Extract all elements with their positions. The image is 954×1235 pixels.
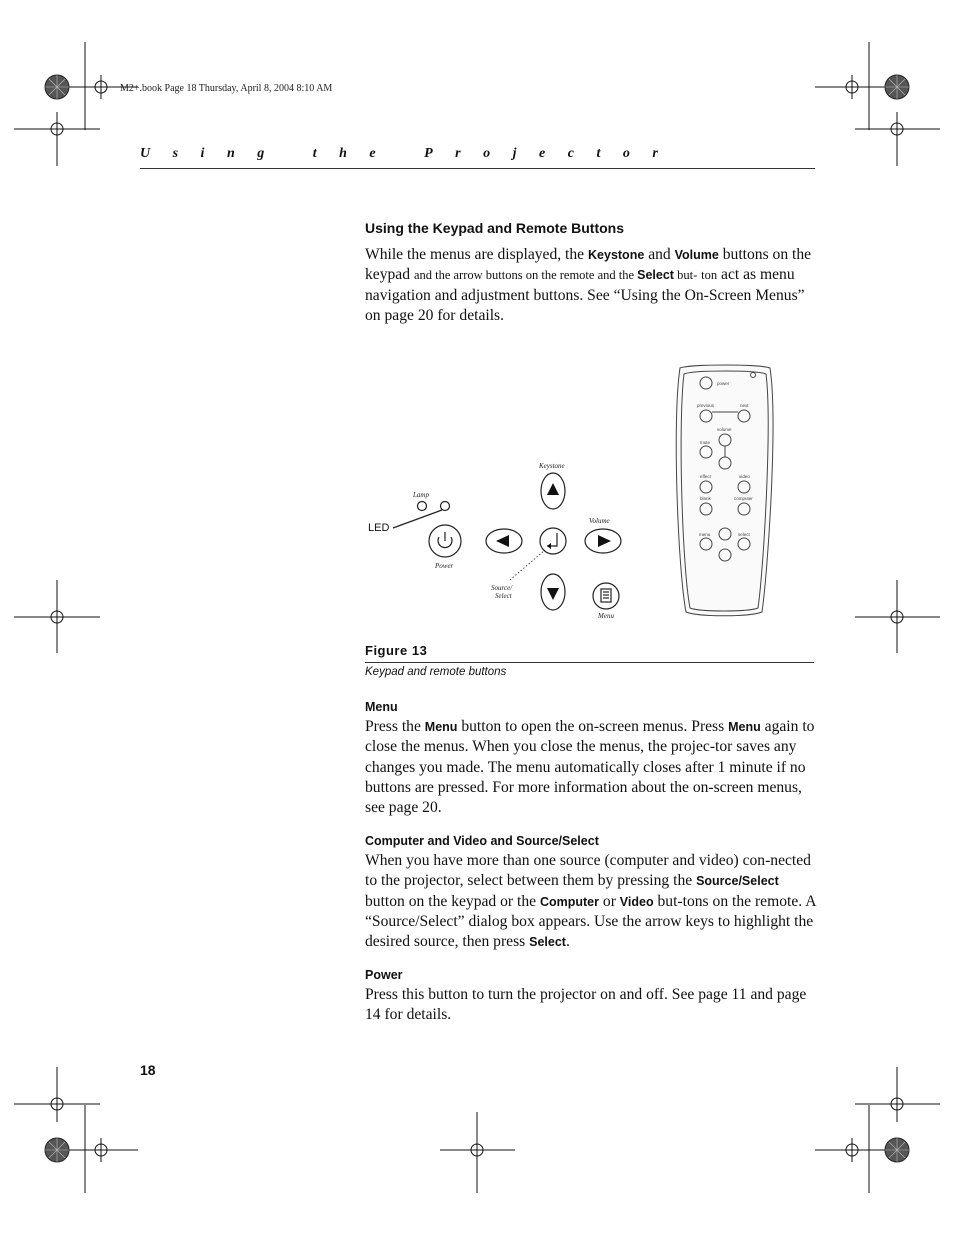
remote-label-blank: blank: [700, 496, 711, 501]
figure-rule: [365, 662, 814, 663]
header-rule: [140, 168, 815, 169]
label-volume: Volume: [589, 517, 610, 525]
source-paragraph: [365, 851, 817, 952]
label-menu: Menu: [598, 612, 614, 620]
intro-paragraph: [365, 245, 817, 326]
label-power: Power: [435, 562, 454, 570]
text-run: act as menu navigation and adjustment buttons. See “Using the On-Screen Menus” on page 20 for details.: [365, 266, 805, 324]
remote-label-video: video: [739, 474, 750, 479]
text-run: When you have more than one source (computer and video) con-nected to the projector, select between them by pressing the: [365, 852, 811, 890]
led-indicator: [441, 502, 450, 511]
text-run: button to open the on-screen menus. Press: [457, 718, 729, 735]
remote-label-effect: effect: [700, 474, 711, 479]
keyword-video: Video: [619, 894, 654, 909]
text-run: again to close the menus. When you close the menus, the projec-tor saves any changes you made. The menu automatically closes after 1 minute if no buttons are pressed. For more information about the on-screen menus, see page 20.: [365, 718, 815, 817]
keyword-keystone: Keystone: [588, 248, 645, 262]
label-lamp: Lamp: [413, 491, 429, 499]
book-info: M2+.book Page 18 Thursday, April 8, 2004 8:10 AM: [120, 83, 333, 94]
source-heading: Computer and Video and Source/Select: [365, 834, 599, 848]
running-head: Using the Projector: [140, 146, 681, 161]
keyword-volume: Volume: [674, 248, 719, 262]
lamp-indicator: [418, 502, 427, 511]
text-run: but-tons on the remote. A “Source/Select” dialog box appears. Use the arrow keys to highlight the desired source, then press: [365, 892, 816, 951]
label-source-select-2: Select: [495, 592, 512, 600]
remote-label-previous: previous: [697, 403, 715, 408]
figure-caption: Keypad and remote buttons: [365, 666, 507, 678]
text-run: ton: [701, 268, 718, 283]
keyword-select: Select: [529, 935, 566, 950]
text-run: While the menus are displayed, the: [365, 246, 589, 263]
keypad-illustration: [360, 360, 780, 640]
figure-keypad-remote: [360, 360, 780, 640]
label-led: LED: [368, 522, 390, 534]
text-run: or: [599, 892, 620, 910]
text-run: and the arrow buttons on the remote and the: [413, 268, 638, 283]
text-run: but-: [673, 268, 698, 283]
remote-label-computer: computer: [734, 496, 753, 501]
keyword-source-select: Source/Select: [696, 874, 779, 889]
page-number: 18: [140, 1062, 156, 1078]
keyword-computer: Computer: [539, 894, 599, 909]
keyword-select: Select: [637, 268, 674, 283]
text-run: and: [644, 246, 675, 263]
remote-label-menu: menu: [699, 532, 711, 537]
power-paragraph: Press this button to turn the projector on and off. See page 11 and page 14 for details.: [365, 986, 807, 1024]
figure-label: Figure 13: [365, 643, 428, 658]
remote-label-power: power: [717, 381, 730, 386]
remote-label-volume: volume: [717, 427, 732, 432]
label-source-select-1: Source/: [491, 584, 513, 592]
power-heading: Power: [365, 968, 403, 982]
section-title: Using the Keypad and Remote Buttons: [365, 220, 625, 236]
remote-label-mute: mute: [700, 440, 711, 445]
keyword-menu: Menu: [424, 720, 458, 734]
keypad-menu-button: [593, 583, 619, 609]
remote-body: [676, 365, 773, 616]
text-run: buttons on the keypad: [365, 246, 812, 284]
source-select-button: [540, 528, 566, 554]
label-keystone: Keystone: [539, 462, 565, 470]
text-run: Press the: [365, 718, 425, 735]
menu-heading: Menu: [365, 700, 398, 714]
text-run: button on the keypad or the: [365, 892, 540, 910]
text-run: .: [565, 933, 570, 951]
keyword-menu: Menu: [728, 720, 761, 734]
remote-label-next: next: [740, 403, 749, 408]
remote-label-select: select: [738, 532, 750, 537]
menu-paragraph: [365, 717, 817, 818]
